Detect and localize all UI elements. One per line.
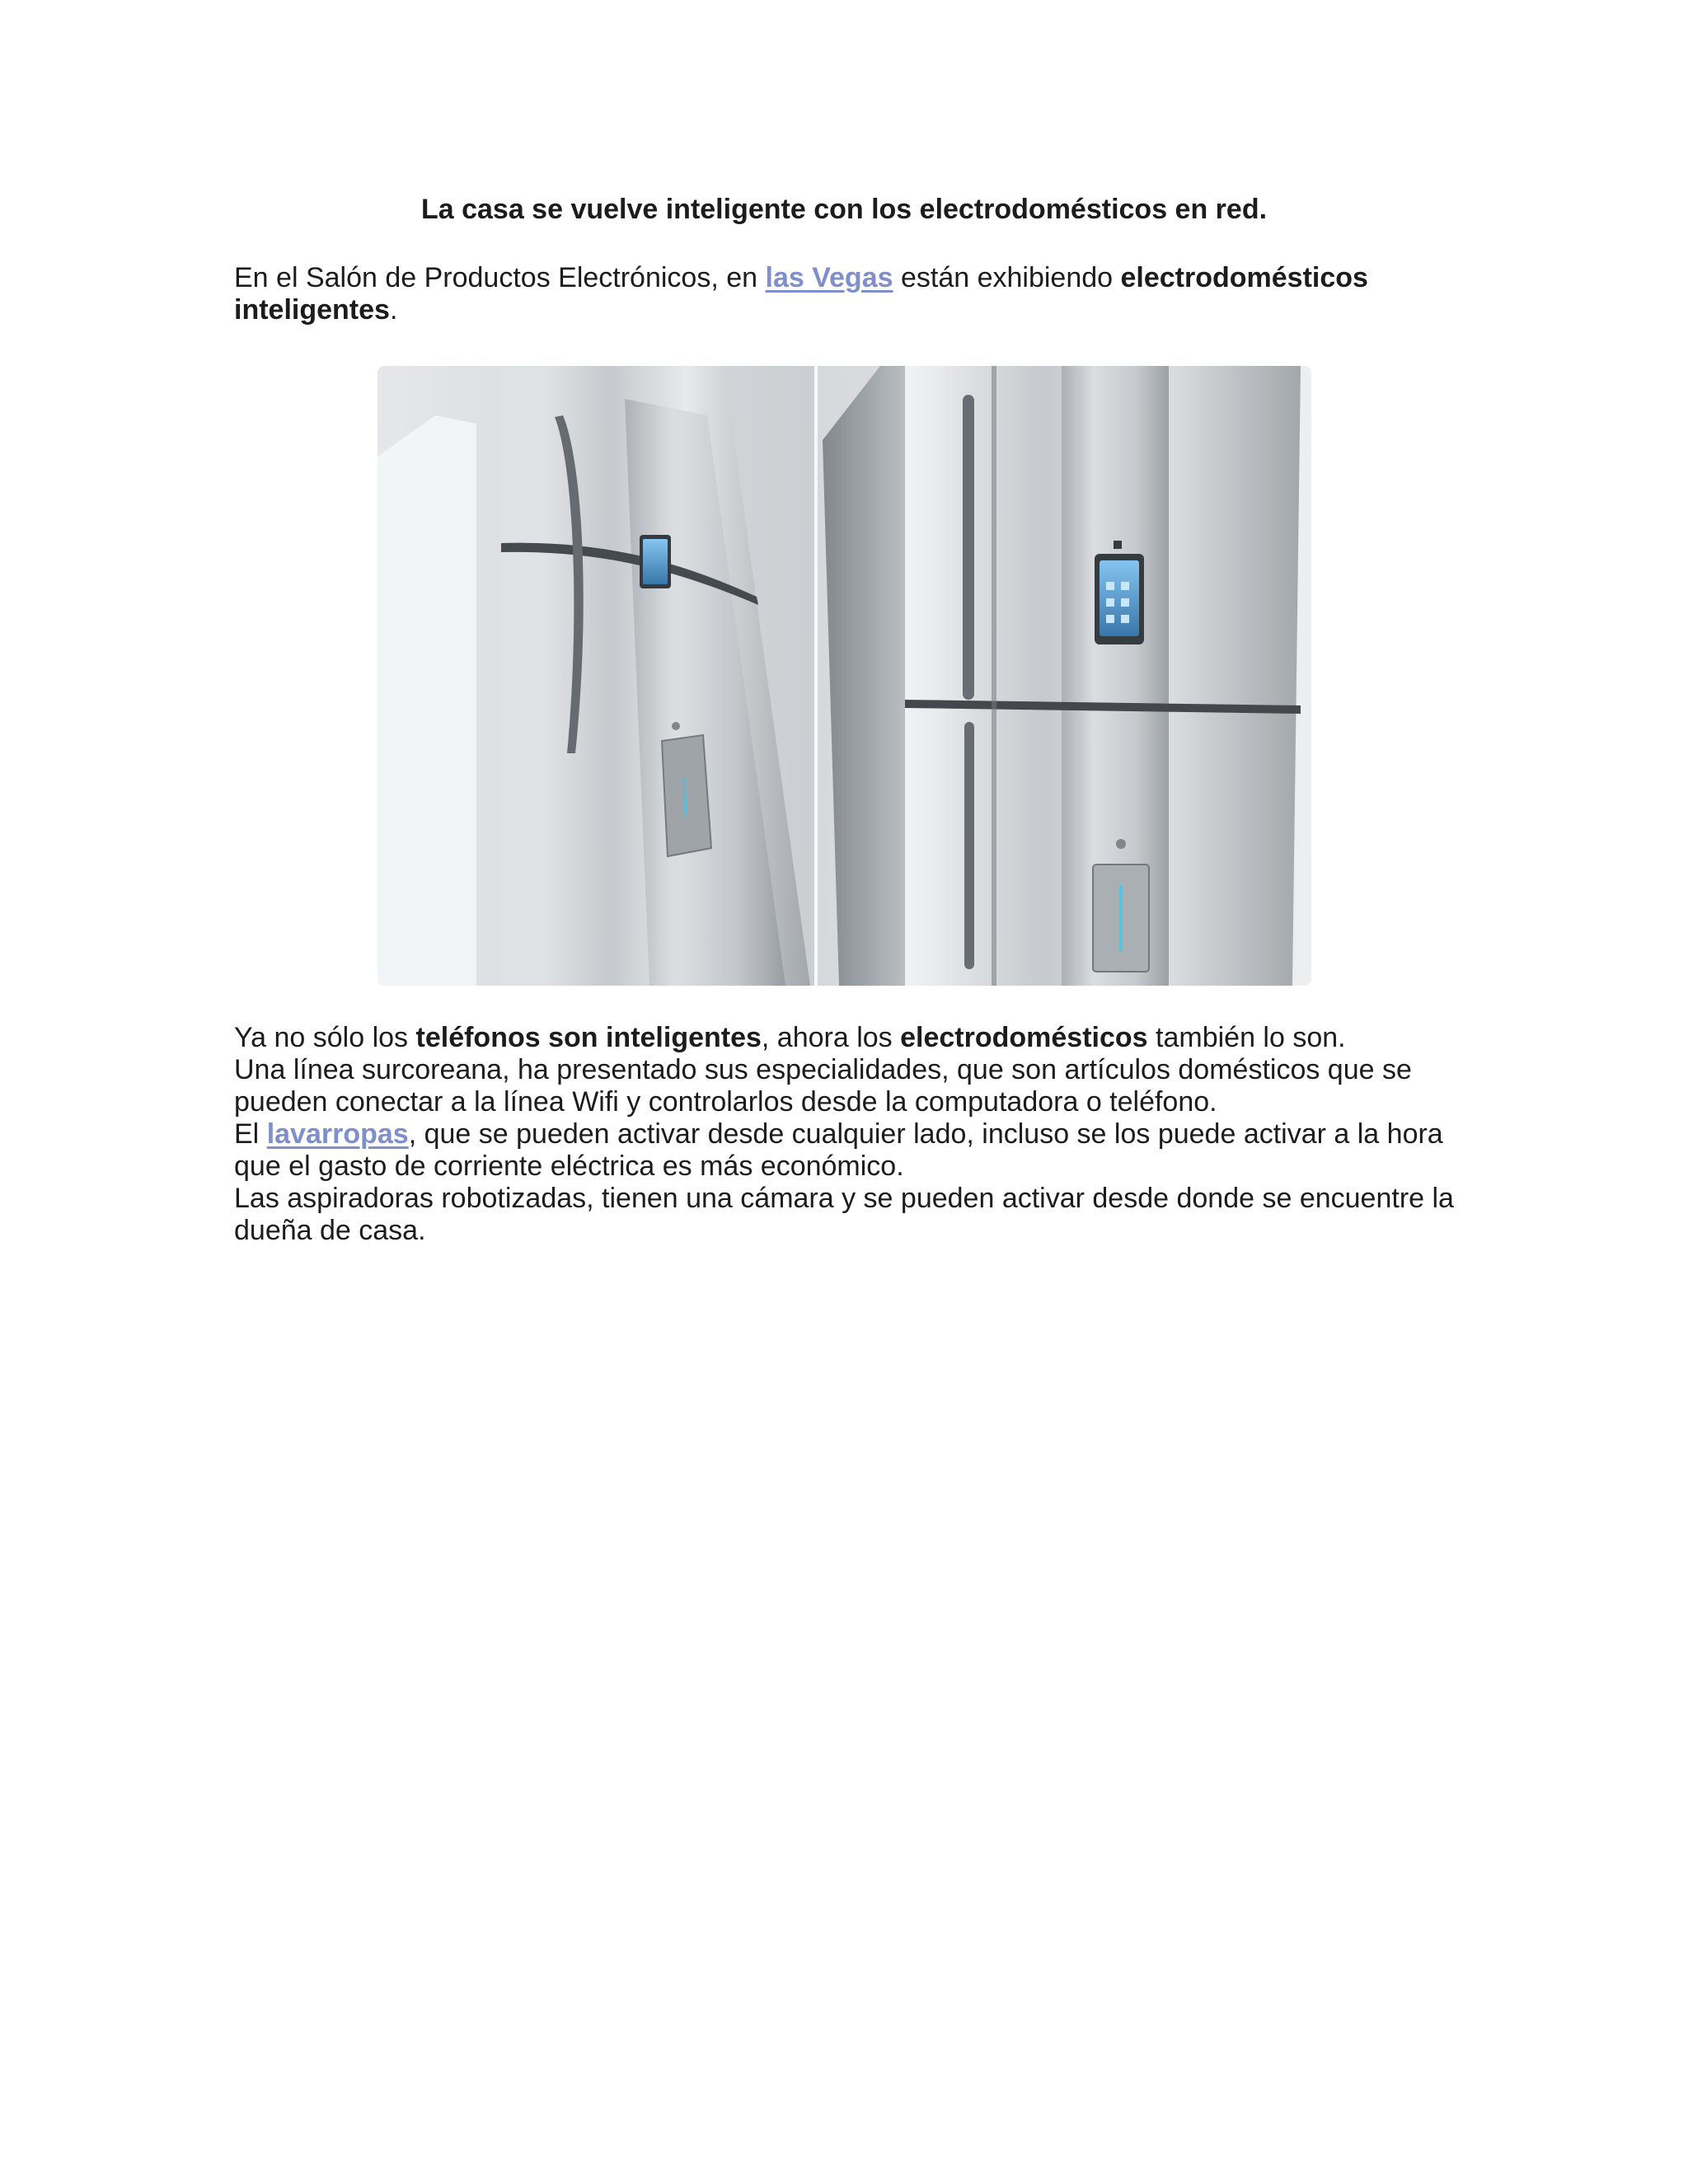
body-text: Ya no sólo los	[234, 1022, 416, 1053]
intro-line-2	[234, 294, 1454, 326]
intro-text-2: están exhibiendo	[893, 262, 1121, 293]
body-paragraph	[234, 1022, 1454, 1247]
las-vegas-link[interactable]: las Vegas	[765, 262, 893, 293]
body-text: , que se pueden activar desde cualquier lado, incluso se los puede activar a la hora	[408, 1118, 1443, 1150]
intro-bold-smart: inteligentes	[234, 294, 390, 326]
body-line-5: que el gasto de corriente eléctrica es más económico.	[234, 1151, 904, 1182]
body-text: también lo son.	[1147, 1022, 1346, 1053]
body-line-6: Las aspiradoras robotizadas, tienen una cámara y se pueden activar desde donde se encuentre la	[234, 1183, 1454, 1214]
bold-smartphones: teléfonos son inteligentes	[415, 1022, 762, 1053]
body-line-1	[234, 1022, 1454, 1054]
bold-appliances: electrodomésticos	[900, 1022, 1148, 1053]
intro-bold-appliances: electrodomésticos	[1120, 262, 1368, 293]
refrigerators-illustration	[377, 366, 1311, 986]
body-line-4	[234, 1118, 1454, 1151]
lavarropas-link[interactable]: lavarropas	[266, 1118, 409, 1150]
intro-line-1	[234, 262, 1454, 294]
page-title: La casa se vuelve inteligente con los electrodomésticos en red.	[420, 194, 1268, 225]
body-line-7: dueña de casa.	[234, 1215, 426, 1246]
intro-text: En el Salón de Productos Electrónicos, en	[234, 262, 766, 293]
body-line-2: Una línea surcoreana, ha presentado sus especialidades, que son artículos domésticos que se	[234, 1054, 1412, 1085]
body-line-3: pueden conectar a la línea Wifi y controlarlos desde la computadora o teléfono.	[234, 1086, 1217, 1118]
refrigerators-photo	[377, 366, 1311, 986]
intro-paragraph	[234, 262, 1454, 326]
intro-period: .	[389, 294, 398, 326]
body-text: , ahora los	[761, 1022, 901, 1053]
body-text: El	[234, 1118, 267, 1150]
